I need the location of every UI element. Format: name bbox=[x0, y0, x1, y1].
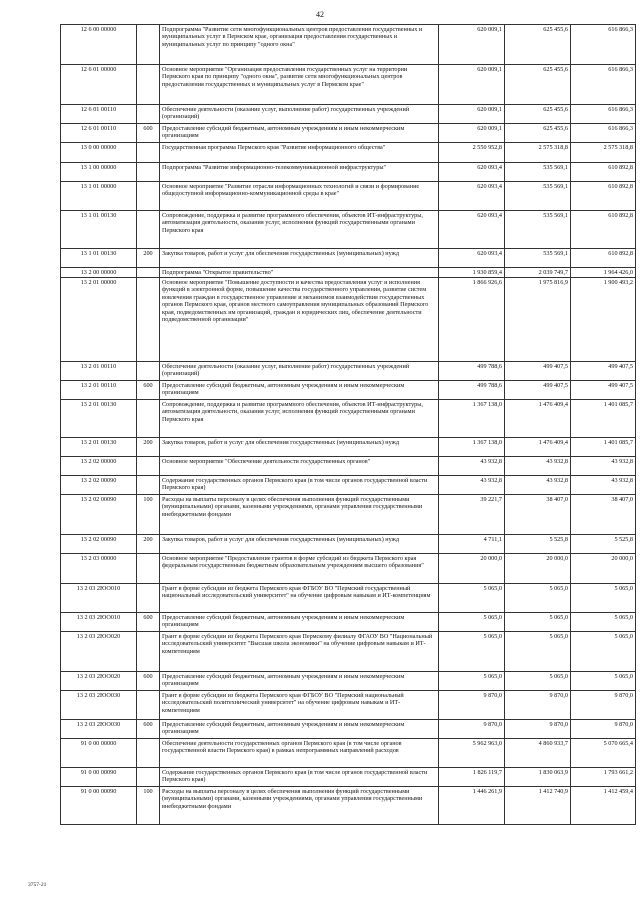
row-amount-1-cell: 9 870,0 bbox=[439, 691, 505, 720]
row-amount-3-cell: 1 412 459,4 bbox=[571, 787, 636, 825]
row-amount-3-cell: 2 575 318,8 bbox=[571, 143, 636, 163]
table-row bbox=[61, 457, 636, 476]
row-amount-1-cell: 499 788,6 bbox=[439, 381, 505, 400]
row-amount-1-cell: 5 065,0 bbox=[439, 672, 505, 691]
row-amount-2-cell: 2 039 749,7 bbox=[505, 268, 571, 278]
row-amount-2-cell: 625 455,6 bbox=[505, 25, 571, 65]
row-expense-type-cell bbox=[137, 105, 160, 124]
row-code-cell: 13 1 01 00130 bbox=[61, 211, 137, 249]
row-code-cell: 13 2 03 2ЮО020 bbox=[61, 632, 137, 672]
row-amount-1-cell: 1 866 926,6 bbox=[439, 278, 505, 362]
row-amount-2-cell: 499 407,5 bbox=[505, 362, 571, 381]
row-expense-type-cell bbox=[137, 65, 160, 105]
table-row bbox=[61, 211, 636, 249]
row-code-cell: 12 6 01 00000 bbox=[61, 65, 137, 105]
row-amount-3-cell: 9 870,0 bbox=[571, 691, 636, 720]
row-amount-1-cell: 5 065,0 bbox=[439, 613, 505, 632]
row-code-cell: 13 2 01 00110 bbox=[61, 362, 137, 381]
row-code-cell: 91 0 00 00090 bbox=[61, 768, 137, 787]
row-amount-2-cell: 1 476 409,4 bbox=[505, 438, 571, 457]
row-amount-3-cell: 5 065,0 bbox=[571, 632, 636, 672]
row-name-cell: Подпрограмма "Развитие сети многофункциональных центров предоставления государственных и муниципальных услуг в Пермском крае, организация предоставления государственных и муниципальных услуг по принципу "одного окна" bbox=[160, 25, 439, 65]
row-amount-1-cell: 1 446 261,9 bbox=[439, 787, 505, 825]
row-amount-2-cell: 5 065,0 bbox=[505, 672, 571, 691]
row-amount-1-cell: 620 009,1 bbox=[439, 65, 505, 105]
row-amount-2-cell: 1 830 063,9 bbox=[505, 768, 571, 787]
row-expense-type-cell: 100 bbox=[137, 495, 160, 535]
row-code-cell: 13 1 01 00000 bbox=[61, 182, 137, 211]
row-amount-2-cell: 43 932,8 bbox=[505, 476, 571, 495]
row-amount-1-cell: 620 009,1 bbox=[439, 124, 505, 143]
row-amount-3-cell: 499 407,5 bbox=[571, 381, 636, 400]
row-amount-1-cell: 1 826 119,7 bbox=[439, 768, 505, 787]
row-expense-type-cell bbox=[137, 211, 160, 249]
row-name-cell: Обеспечение деятельности государственных органов Пермского края (в том числе органов государственной власти Пермского края) в рамках непрограммных направлений расходов bbox=[160, 739, 439, 768]
row-expense-type-cell: 600 bbox=[137, 381, 160, 400]
row-amount-3-cell: 43 932,8 bbox=[571, 457, 636, 476]
table-row bbox=[61, 476, 636, 495]
row-expense-type-cell bbox=[137, 691, 160, 720]
row-code-cell: 13 0 00 00000 bbox=[61, 143, 137, 163]
row-amount-2-cell: 625 455,6 bbox=[505, 65, 571, 105]
row-amount-2-cell: 20 000,0 bbox=[505, 554, 571, 584]
row-name-cell: Грант в форме субсидии из бюджета Пермского края ФГБОУ ВО "Пермский национальный исследовательский политехнический университет" на обучение цифровым навыкам и ИТ-компетенциям bbox=[160, 691, 439, 720]
row-amount-2-cell: 9 870,0 bbox=[505, 691, 571, 720]
row-code-cell: 13 2 01 00130 bbox=[61, 400, 137, 438]
row-amount-3-cell: 616 866,3 bbox=[571, 25, 636, 65]
row-amount-1-cell: 1 367 138,0 bbox=[439, 438, 505, 457]
row-amount-2-cell: 1 412 740,9 bbox=[505, 787, 571, 825]
row-amount-2-cell: 625 455,6 bbox=[505, 124, 571, 143]
row-expense-type-cell bbox=[137, 768, 160, 787]
row-code-cell: 91 0 00 00090 bbox=[61, 787, 137, 825]
row-name-cell: Закупка товаров, работ и услуг для обеспечения государственных (муниципальных) нужд bbox=[160, 535, 439, 554]
row-amount-2-cell: 535 569,1 bbox=[505, 249, 571, 268]
budget-table bbox=[60, 24, 636, 825]
row-name-cell: Предоставление субсидий бюджетным, автономным учреждениям и иным некоммерческим организациям bbox=[160, 720, 439, 739]
row-expense-type-cell bbox=[137, 163, 160, 182]
row-amount-3-cell: 499 407,5 bbox=[571, 362, 636, 381]
row-code-cell: 13 2 03 00000 bbox=[61, 554, 137, 584]
row-amount-2-cell: 9 870,0 bbox=[505, 720, 571, 739]
page-number: 42 bbox=[316, 10, 324, 19]
row-expense-type-cell bbox=[137, 476, 160, 495]
row-amount-2-cell: 43 932,8 bbox=[505, 457, 571, 476]
row-code-cell: 13 2 03 2ЮО010 bbox=[61, 584, 137, 613]
row-name-cell: Подпрограмма "Открытое правительство" bbox=[160, 268, 439, 278]
row-code-cell: 13 2 03 2ЮО030 bbox=[61, 691, 137, 720]
row-amount-1-cell: 39 221,7 bbox=[439, 495, 505, 535]
budget-table-body bbox=[61, 25, 636, 825]
row-code-cell: 13 1 00 00000 bbox=[61, 163, 137, 182]
row-amount-3-cell: 20 000,0 bbox=[571, 554, 636, 584]
row-amount-3-cell: 610 892,8 bbox=[571, 182, 636, 211]
row-amount-3-cell: 5 065,0 bbox=[571, 613, 636, 632]
row-code-cell: 13 2 02 00090 bbox=[61, 535, 137, 554]
row-amount-1-cell: 2 550 952,8 bbox=[439, 143, 505, 163]
row-amount-1-cell: 499 788,6 bbox=[439, 362, 505, 381]
row-amount-2-cell: 4 860 933,7 bbox=[505, 739, 571, 768]
row-name-cell: Предоставление субсидий бюджетным, автономным учреждениям и иным некоммерческим организациям bbox=[160, 613, 439, 632]
row-code-cell: 12 6 01 00110 bbox=[61, 105, 137, 124]
row-name-cell: Сопровождение, поддержка и развитие программного обеспечения, объектов ИТ-инфраструктуры, автоматизация деятельности, оказания услуг, исполнения функций государственными органами Пермского края bbox=[160, 211, 439, 249]
row-name-cell: Расходы на выплаты персоналу в целях обеспечения выполнения функций государственными (муниципальными) органами, казенными учреждениями, органами управления государственными внебюджетными фондами bbox=[160, 787, 439, 825]
table-row bbox=[61, 768, 636, 787]
row-amount-2-cell: 625 455,6 bbox=[505, 105, 571, 124]
row-amount-2-cell: 2 575 318,8 bbox=[505, 143, 571, 163]
row-code-cell: 13 2 00 00000 bbox=[61, 268, 137, 278]
row-amount-1-cell: 1 367 138,0 bbox=[439, 400, 505, 438]
row-name-cell: Подпрограмма "Развитие информационно-телекоммуникационной инфраструктуры" bbox=[160, 163, 439, 182]
row-name-cell: Обеспечение деятельности (оказание услуг, выполнение работ) государственных учреждений (организаций) bbox=[160, 362, 439, 381]
row-code-cell: 12 6 00 00000 bbox=[61, 25, 137, 65]
row-name-cell: Основное мероприятие "Развитие отрасли информационных технологий и связи и формирование общедоступной информационно-коммуникационной среды в крае" bbox=[160, 182, 439, 211]
row-code-cell: 12 6 01 00110 bbox=[61, 124, 137, 143]
row-name-cell: Обеспечение деятельности (оказание услуг, выполнение работ) государственных учреждений (организаций) bbox=[160, 105, 439, 124]
row-amount-1-cell: 620 009,1 bbox=[439, 25, 505, 65]
row-amount-3-cell: 1 401 085,7 bbox=[571, 438, 636, 457]
row-amount-2-cell: 1 476 409,4 bbox=[505, 400, 571, 438]
row-amount-3-cell: 1 793 661,2 bbox=[571, 768, 636, 787]
row-amount-1-cell: 1 930 859,4 bbox=[439, 268, 505, 278]
row-code-cell: 13 2 01 00130 bbox=[61, 438, 137, 457]
row-amount-3-cell: 1 964 426,0 bbox=[571, 268, 636, 278]
table-row bbox=[61, 143, 636, 163]
row-name-cell: Сопровождение, поддержка и развитие программного обеспечения, объектов ИТ-инфраструктуры, автоматизация деятельности, оказания услуг, исполнения функций государственными органами Пермского края bbox=[160, 400, 439, 438]
row-code-cell: 13 2 02 00090 bbox=[61, 476, 137, 495]
row-amount-1-cell: 620 009,1 bbox=[439, 105, 505, 124]
row-amount-1-cell: 620 093,4 bbox=[439, 182, 505, 211]
row-expense-type-cell: 600 bbox=[137, 672, 160, 691]
row-expense-type-cell bbox=[137, 457, 160, 476]
row-amount-3-cell: 5 065,0 bbox=[571, 672, 636, 691]
table-row bbox=[61, 495, 636, 535]
row-amount-3-cell: 610 892,8 bbox=[571, 163, 636, 182]
row-expense-type-cell bbox=[137, 362, 160, 381]
table-row bbox=[61, 554, 636, 584]
row-name-cell: Предоставление субсидий бюджетным, автономным учреждениям и иным некоммерческим организациям bbox=[160, 381, 439, 400]
row-amount-3-cell: 610 892,8 bbox=[571, 211, 636, 249]
table-row bbox=[61, 613, 636, 632]
row-amount-3-cell: 1 401 085,7 bbox=[571, 400, 636, 438]
row-amount-2-cell: 5 065,0 bbox=[505, 584, 571, 613]
footer-code: 3757-21 bbox=[28, 882, 47, 888]
row-expense-type-cell bbox=[137, 182, 160, 211]
row-expense-type-cell: 600 bbox=[137, 124, 160, 143]
row-code-cell: 13 2 03 2ЮО020 bbox=[61, 672, 137, 691]
table-row bbox=[61, 65, 636, 105]
row-name-cell: Грант в форме субсидии из бюджета Пермского края ФГБОУ ВО "Пермский государственный национальный исследовательский университет" на обучение цифровым навыкам и ИТ-компетенциям bbox=[160, 584, 439, 613]
row-expense-type-cell bbox=[137, 632, 160, 672]
table-row bbox=[61, 268, 636, 278]
table-row bbox=[61, 105, 636, 124]
row-amount-3-cell: 610 892,8 bbox=[571, 249, 636, 268]
row-amount-3-cell: 5 525,8 bbox=[571, 535, 636, 554]
row-code-cell: 13 2 01 00000 bbox=[61, 278, 137, 362]
row-code-cell: 13 2 02 00000 bbox=[61, 457, 137, 476]
table-row bbox=[61, 720, 636, 739]
row-amount-2-cell: 5 065,0 bbox=[505, 632, 571, 672]
row-amount-1-cell: 9 870,0 bbox=[439, 720, 505, 739]
row-name-cell: Предоставление субсидий бюджетным, автономным учреждениям и иным некоммерческим организациям bbox=[160, 672, 439, 691]
row-amount-1-cell: 43 932,8 bbox=[439, 476, 505, 495]
row-expense-type-cell: 200 bbox=[137, 249, 160, 268]
row-expense-type-cell bbox=[137, 278, 160, 362]
row-amount-1-cell: 5 962 963,0 bbox=[439, 739, 505, 768]
row-expense-type-cell: 200 bbox=[137, 438, 160, 457]
row-amount-1-cell: 620 093,4 bbox=[439, 211, 505, 249]
row-amount-3-cell: 5 070 665,4 bbox=[571, 739, 636, 768]
row-code-cell: 91 0 00 00000 bbox=[61, 739, 137, 768]
row-amount-3-cell: 43 932,8 bbox=[571, 476, 636, 495]
row-amount-2-cell: 38 407,0 bbox=[505, 495, 571, 535]
row-code-cell: 13 1 01 00130 bbox=[61, 249, 137, 268]
table-row bbox=[61, 25, 636, 65]
row-expense-type-cell bbox=[137, 25, 160, 65]
row-amount-2-cell: 535 569,1 bbox=[505, 182, 571, 211]
table-row bbox=[61, 381, 636, 400]
row-name-cell: Основное мероприятие "Повышение доступности и качества предоставления услуг и исполнения функций в электронной форме, повышение качества государственного управления, развитие систем вовлечения граждан в государственное управление и механизмов взаимодействия государственных органов Пермского края, органов местного самоуправления муниципальных образований Пермского края, подведомственных им организаций, граждан и юридических лиц, обеспечение деятельности подведомственной организации" bbox=[160, 278, 439, 362]
row-expense-type-cell: 200 bbox=[137, 535, 160, 554]
row-code-cell: 13 2 02 00090 bbox=[61, 495, 137, 535]
row-amount-3-cell: 9 870,0 bbox=[571, 720, 636, 739]
row-amount-1-cell: 5 065,0 bbox=[439, 632, 505, 672]
row-code-cell: 13 2 03 2ЮО030 bbox=[61, 720, 137, 739]
row-name-cell: Основное мероприятие "Организация предоставления государственных услуг на территории Пермского края по принципу "одного окна", развитие сети многофункциональных центров предоставления государственных и муниципальных услуг в Пермском крае" bbox=[160, 65, 439, 105]
row-amount-1-cell: 4 711,1 bbox=[439, 535, 505, 554]
row-name-cell: Расходы на выплаты персоналу в целях обеспечения выполнения функций государственными (муниципальными) органами, казенными учреждениями, органами управления государственными внебюджетными фондами bbox=[160, 495, 439, 535]
row-name-cell: Содержание государственных органов Пермского края (в том числе органов государственной власти Пермского края) bbox=[160, 768, 439, 787]
row-amount-3-cell: 616 866,3 bbox=[571, 124, 636, 143]
table-row bbox=[61, 400, 636, 438]
row-name-cell: Основное мероприятие "Предоставление грантов в форме субсидий из бюджета Пермского края федеральным государственным бюджетным образовательным учреждениям высшего образования" bbox=[160, 554, 439, 584]
table-row bbox=[61, 438, 636, 457]
row-expense-type-cell bbox=[137, 584, 160, 613]
row-expense-type-cell bbox=[137, 554, 160, 584]
row-amount-3-cell: 1 900 493,2 bbox=[571, 278, 636, 362]
row-expense-type-cell bbox=[137, 400, 160, 438]
row-amount-2-cell: 5 065,0 bbox=[505, 613, 571, 632]
row-expense-type-cell: 100 bbox=[137, 787, 160, 825]
row-amount-2-cell: 1 975 816,9 bbox=[505, 278, 571, 362]
row-name-cell: Содержание государственных органов Пермского края (в том числе органов государственной власти Пермского края) bbox=[160, 476, 439, 495]
row-name-cell: Закупка товаров, работ и услуг для обеспечения государственных (муниципальных) нужд bbox=[160, 438, 439, 457]
row-amount-2-cell: 499 407,5 bbox=[505, 381, 571, 400]
table-row bbox=[61, 787, 636, 825]
table-row bbox=[61, 124, 636, 143]
table-row bbox=[61, 739, 636, 768]
row-amount-3-cell: 616 866,3 bbox=[571, 65, 636, 105]
row-amount-1-cell: 5 065,0 bbox=[439, 584, 505, 613]
row-amount-2-cell: 535 569,1 bbox=[505, 211, 571, 249]
row-name-cell: Закупка товаров, работ и услуг для обеспечения государственных (муниципальных) нужд bbox=[160, 249, 439, 268]
row-expense-type-cell bbox=[137, 739, 160, 768]
table-row bbox=[61, 632, 636, 672]
table-row bbox=[61, 163, 636, 182]
row-expense-type-cell: 600 bbox=[137, 613, 160, 632]
row-code-cell: 13 2 03 2ЮО010 bbox=[61, 613, 137, 632]
table-row bbox=[61, 182, 636, 211]
table-row bbox=[61, 584, 636, 613]
table-row bbox=[61, 278, 636, 362]
row-name-cell: Основное мероприятие "Обеспечение деятельности государственных органов" bbox=[160, 457, 439, 476]
row-amount-2-cell: 535 569,1 bbox=[505, 163, 571, 182]
table-row bbox=[61, 249, 636, 268]
row-name-cell: Грант в форме субсидии из бюджета Пермского края Пермскому филиалу ФГАОУ ВО "Национальный исследовательский университет "Высшая школа экономики" на обучение цифровым навыкам и ИТ-компетенциям bbox=[160, 632, 439, 672]
row-amount-1-cell: 620 093,4 bbox=[439, 163, 505, 182]
row-amount-1-cell: 620 093,4 bbox=[439, 249, 505, 268]
row-amount-1-cell: 20 000,0 bbox=[439, 554, 505, 584]
row-amount-1-cell: 43 932,8 bbox=[439, 457, 505, 476]
table-row bbox=[61, 362, 636, 381]
table-row bbox=[61, 535, 636, 554]
table-row bbox=[61, 691, 636, 720]
row-name-cell: Государственная программа Пермского края "Развитие информационного общества" bbox=[160, 143, 439, 163]
row-amount-3-cell: 616 866,3 bbox=[571, 105, 636, 124]
row-expense-type-cell: 600 bbox=[137, 720, 160, 739]
row-code-cell: 13 2 01 00110 bbox=[61, 381, 137, 400]
row-amount-2-cell: 5 525,8 bbox=[505, 535, 571, 554]
row-expense-type-cell bbox=[137, 268, 160, 278]
table-row bbox=[61, 672, 636, 691]
row-expense-type-cell bbox=[137, 143, 160, 163]
row-amount-3-cell: 5 065,0 bbox=[571, 584, 636, 613]
row-name-cell: Предоставление субсидий бюджетным, автономным учреждениям и иным некоммерческим организациям bbox=[160, 124, 439, 143]
row-amount-3-cell: 38 407,0 bbox=[571, 495, 636, 535]
